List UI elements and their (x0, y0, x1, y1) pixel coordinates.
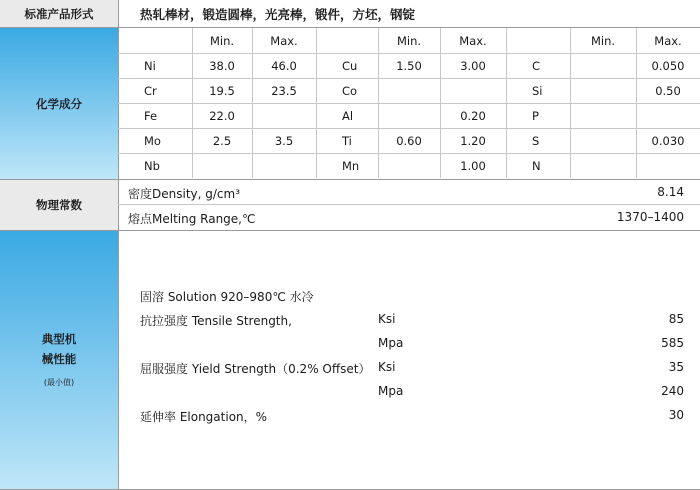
chem-element: Ni (144, 58, 156, 73)
chem-element: S (532, 133, 540, 148)
chem-min-header: Min. (209, 33, 235, 48)
chem-min-value: 22.0 (209, 108, 235, 123)
chem-max-value: 0.050 (651, 58, 685, 73)
product-forms-label (0, 0, 118, 27)
chem-element: Mo (144, 133, 161, 148)
elongation-label: 延伸率 Elongation，% (140, 410, 268, 424)
chem-min-value (570, 128, 636, 153)
chem-min-value (570, 153, 636, 178)
section-divider (0, 230, 700, 231)
chem-element: Mn (342, 158, 360, 173)
chem-min-header: Min. (590, 33, 616, 48)
density-value: 8.14 (657, 185, 684, 199)
chem-min-value: 0.60 (396, 133, 422, 148)
yield-label: 屈服强度 Yield Strength（0.2% Offset） (140, 362, 371, 376)
chem-max-value: 1.20 (460, 133, 486, 148)
chem-max-value (252, 103, 316, 128)
chem-max-value: 3.00 (460, 58, 486, 73)
chem-min-value (192, 153, 252, 178)
chem-min-value: 19.5 (209, 83, 235, 98)
chem-min-value: 2.5 (212, 133, 232, 148)
chem-min-value (570, 78, 636, 103)
chem-element: C (532, 58, 541, 73)
physical-label-text: 物理常数 (36, 198, 82, 212)
label-column-divider (118, 0, 119, 490)
chem-min-value: 38.0 (209, 58, 235, 73)
chem-element: Cu (342, 58, 358, 73)
mechanical-label (0, 231, 118, 490)
chem-max-value: 0.20 (460, 108, 486, 123)
chem-max-value: 0.030 (651, 133, 685, 148)
product-forms-value: 热轧棒材，锻造圆棒，光亮棒，锻件，方坯，钢锭 (140, 7, 416, 22)
chem-element: Fe (144, 108, 158, 123)
chem-min-value (570, 103, 636, 128)
chem-column-divider (506, 28, 507, 178)
chem-max-value (440, 78, 506, 103)
chem-max-header: Max. (270, 33, 298, 48)
mechanical-label-note: (最小值) (43, 377, 75, 387)
chemical-label (0, 28, 118, 179)
elongation-value: 30 (668, 408, 684, 422)
chem-element: Nb (144, 158, 160, 173)
chem-min-value (378, 103, 440, 128)
chem-element: Cr (144, 83, 157, 98)
tensile-ksi-unit: Ksi (378, 312, 396, 326)
tensile-label: 抗拉强度 Tensile Strength, (140, 314, 292, 328)
chem-min-value: 1.50 (396, 58, 422, 73)
chem-min-value (570, 53, 636, 78)
density-label: 密度Density, g/cm³ (128, 187, 241, 201)
chem-max-value (252, 153, 316, 178)
chem-element: Si (532, 83, 543, 98)
tensile-mpa-unit: Mpa (378, 336, 404, 350)
chem-max-value: 3.5 (274, 133, 294, 148)
yield-mpa-value: 240 (661, 384, 684, 398)
tensile-mpa-value: 585 (661, 336, 684, 350)
chem-element: Co (342, 83, 358, 98)
section-divider (0, 179, 700, 180)
melting-value: 1370–1400 (616, 210, 684, 224)
tensile-ksi-value: 85 (668, 312, 684, 326)
chem-max-header: Max. (654, 33, 682, 48)
yield-mpa-unit: Mpa (378, 384, 404, 398)
chem-element: Ti (342, 133, 352, 148)
chem-max-value (636, 153, 700, 178)
physical-label (0, 180, 118, 230)
chem-column-divider (316, 28, 317, 178)
chem-max-header: Max. (459, 33, 487, 48)
chem-min-value (378, 153, 440, 178)
mechanical-label-line2: 械性能 (41, 351, 77, 366)
melting-label: 熔点Melting Range,℃ (128, 212, 256, 226)
chem-max-value: 1.00 (460, 158, 486, 173)
solution-treatment: 固溶 Solution 920–980℃ 水冷 (140, 290, 314, 304)
chem-max-value (636, 103, 700, 128)
chem-element: Al (342, 108, 354, 123)
yield-ksi-unit: Ksi (378, 360, 396, 374)
chem-min-header: Min. (396, 33, 422, 48)
product-forms-label-text: 标准产品形式 (24, 6, 94, 21)
chem-max-value: 0.50 (655, 83, 681, 98)
chem-max-value: 46.0 (271, 58, 297, 73)
chem-element: P (532, 108, 539, 123)
chemical-label-text: 化学成分 (36, 96, 82, 111)
chem-max-value: 23.5 (271, 83, 297, 98)
yield-ksi-value: 35 (668, 360, 684, 374)
chem-min-value (378, 78, 440, 103)
chem-element: N (532, 158, 541, 173)
mechanical-label-line1: 典型机 (41, 331, 77, 346)
physical-row-divider (118, 204, 700, 205)
